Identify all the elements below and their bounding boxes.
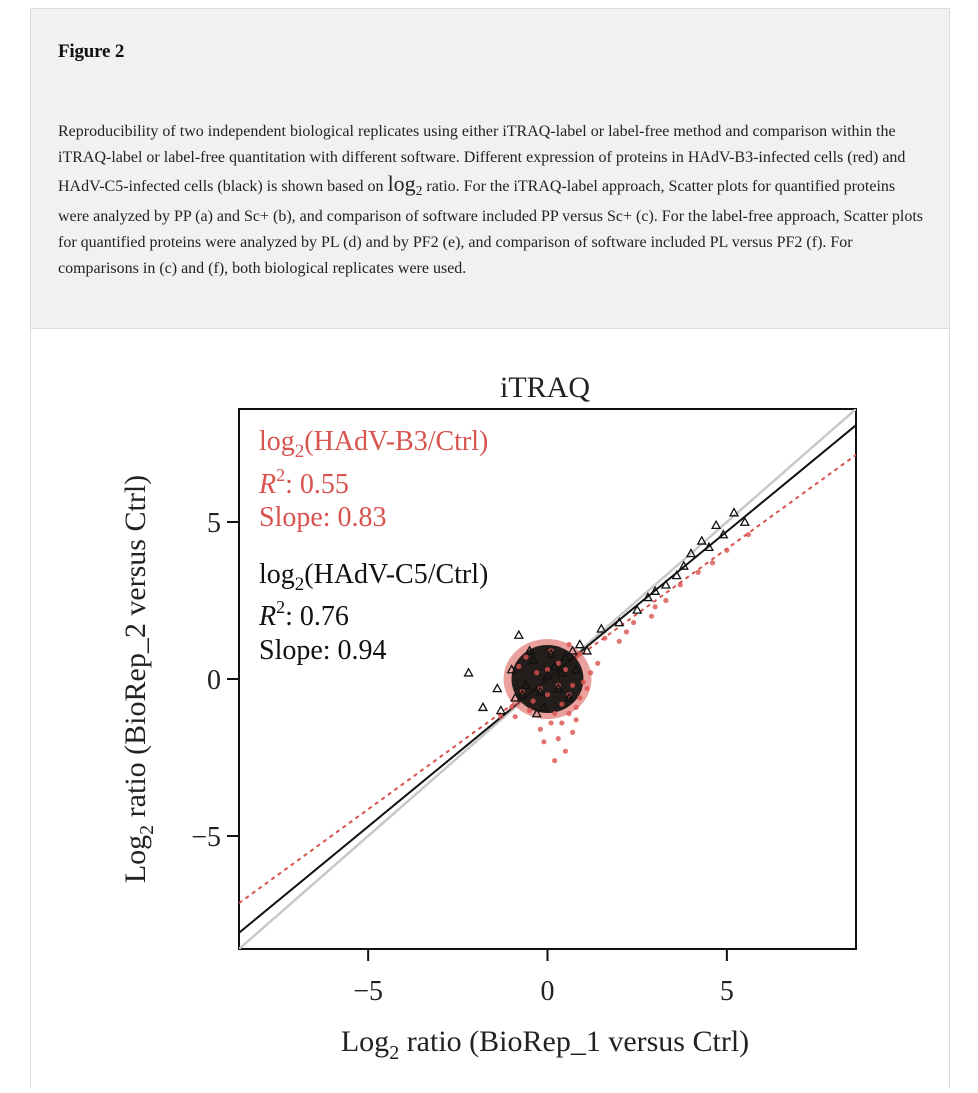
x-tick-label-0: −5	[353, 976, 384, 1007]
b3-point-41	[624, 629, 629, 634]
y-tick-label-2: −5	[191, 821, 221, 853]
c5-point-15	[576, 640, 584, 647]
y-tick-label-1: 0	[207, 665, 221, 696]
b3-point-25	[527, 708, 532, 713]
b3-point-36	[552, 711, 557, 716]
b3-point-21	[710, 560, 715, 565]
b3-point-12	[577, 651, 582, 656]
b3-point-19	[678, 582, 683, 587]
b3-point-20	[696, 570, 701, 575]
caption-log-word: log	[387, 171, 416, 196]
b3-point-28	[516, 664, 521, 669]
b3-point-32	[534, 670, 539, 675]
b3-point-46	[523, 654, 528, 659]
scatter-chart	[31, 329, 949, 1088]
b3-point-35	[559, 702, 564, 707]
x-tick-label-1: 0	[540, 976, 555, 1007]
b3-point-13	[595, 661, 600, 666]
c5-point-31	[712, 521, 720, 528]
b3-point-44	[541, 739, 546, 744]
b3-point-11	[584, 686, 589, 691]
caption-part-1: Reproducibility of two independent biological replicates using either iTRAQ-label or label-free method and comparison within the iTRAQ-label or label-free quantitation with different software. Different expression of proteins in HAdV-B3-infected cells (red) and HAdV-C5-infected cells (black) is shown based on	[58, 123, 906, 195]
b3-point-2	[556, 736, 561, 741]
b3-point-0	[577, 695, 582, 700]
b3-point-38	[531, 698, 536, 703]
x-tick-label-2: 5	[719, 976, 734, 1007]
b3-point-40	[602, 636, 607, 641]
caption-part-2: ratio. For the iTRAQ-label approach, Scatter plots for quantified proteins were analyzed by PP (a) and Sc+ (b), and comparison of software included PP versus Sc+ (c). For the label-free approach, Scatter plots for quantified proteins were analyzed by PL (d) and by PF2 (e), and comparison of software included PL versus PF2 (f). For comparisons in (c) and (f), both biological replicates were used.	[58, 178, 924, 278]
b3-point-15	[617, 639, 622, 644]
b3-point-7	[538, 727, 543, 732]
c5-point-2	[493, 684, 501, 691]
c5-point-1	[479, 703, 487, 710]
b3-point-9	[570, 730, 575, 735]
b3-point-5	[548, 720, 553, 725]
b3-point-23	[746, 532, 751, 537]
b3-point-1	[566, 711, 571, 716]
y-tick-label-0: 5	[207, 508, 221, 540]
b3-point-42	[653, 604, 658, 609]
caption-text	[58, 119, 924, 282]
figure-caption	[30, 89, 950, 329]
b3-point-16	[631, 620, 636, 625]
b3-point-34	[513, 714, 518, 719]
b3-point-3	[563, 749, 568, 754]
b3-point-22	[724, 548, 729, 553]
b3-point-17	[649, 614, 654, 619]
legend-b3-slope: Slope: 0.83	[259, 502, 387, 533]
legend-c5-r2: $R^2$: 0.76	[259, 597, 349, 632]
figure-title: Figure 2	[58, 41, 125, 62]
b3-point-26	[509, 705, 514, 710]
b3-point-8	[559, 720, 564, 725]
y-axis-label: Log$_2$ ratio (BioRep_2 versus Ctrl)	[119, 474, 158, 884]
b3-point-27	[498, 714, 503, 719]
b3-point-6	[574, 705, 579, 710]
c5-point-0	[465, 669, 473, 676]
legend-c5-slope: Slope: 0.94	[259, 635, 387, 666]
chart-title: iTRAQ	[500, 371, 590, 404]
b3-point-18	[663, 598, 668, 603]
figure-image-area	[30, 329, 950, 1088]
b3-point-31	[545, 692, 550, 697]
c5-point-3	[515, 631, 523, 638]
legend-b3-r2: $R^2$: 0.55	[259, 465, 349, 500]
legend-b3-label: $\log_2(HAdV-B3/Ctrl)$	[259, 426, 489, 462]
figure-header	[30, 8, 950, 90]
b3-point-39	[581, 680, 586, 685]
caption-log-sub: 2	[415, 183, 423, 199]
x-axis-label: Log$_2$ ratio (BioRep_1 versus Ctrl)	[340, 1025, 750, 1064]
legend-c5-label: $\log_2(HAdV-C5/Ctrl)$	[259, 559, 489, 595]
b3-point-14	[566, 642, 571, 647]
b3-point-37	[570, 683, 575, 688]
b3-point-10	[588, 670, 593, 675]
b3-point-4	[552, 758, 557, 763]
b3-point-43	[574, 717, 579, 722]
